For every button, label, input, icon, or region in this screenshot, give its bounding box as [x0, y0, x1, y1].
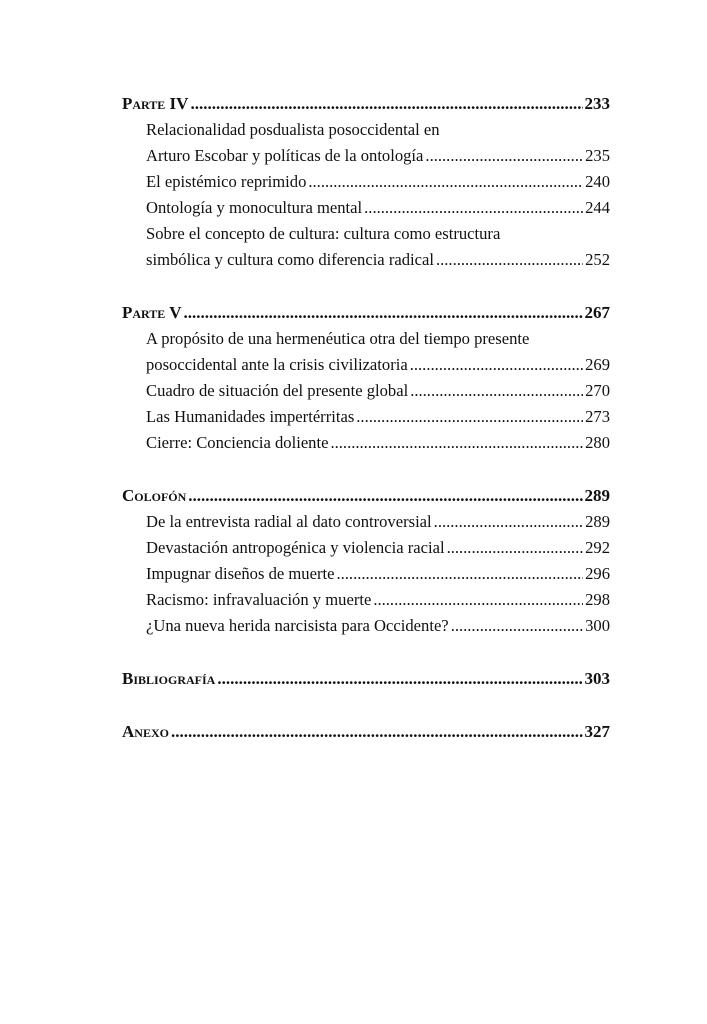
toc-entry[interactable]: [122, 512, 610, 538]
leader-dots: [188, 486, 582, 506]
leader-dots: [356, 407, 583, 427]
page-number: 280: [585, 433, 610, 452]
toc-entry[interactable]: [122, 250, 610, 276]
leader-dots: [336, 564, 583, 584]
part-title: Anexo: [122, 722, 169, 741]
toc-entry[interactable]: [122, 355, 610, 381]
entry-title: Sobre el concepto de cultura: cultura como estructura: [146, 224, 501, 243]
toc-entry[interactable]: [122, 590, 610, 616]
part-title: Parte V: [122, 303, 182, 322]
page-number: 303: [584, 669, 610, 688]
page-number: 292: [585, 538, 610, 557]
entry-title: Arturo Escobar y políticas de la ontología: [146, 146, 424, 165]
page-number: 252: [585, 250, 610, 269]
leader-dots: [410, 355, 583, 375]
part-title: Colofón: [122, 486, 187, 505]
leader-dots: [330, 433, 583, 453]
toc-part-v[interactable]: [122, 303, 610, 329]
page-number: 244: [585, 198, 610, 217]
leader-dots: [190, 94, 582, 114]
entry-title: Cierre: Conciencia doliente: [146, 433, 329, 452]
toc-anexo[interactable]: [122, 722, 610, 748]
page-number: 270: [585, 381, 610, 400]
toc-entry[interactable]: [122, 407, 610, 433]
entry-title: De la entrevista radial al dato controversial: [146, 512, 432, 531]
leader-dots: [308, 172, 583, 192]
toc-entry[interactable]: [122, 433, 610, 459]
toc-entry[interactable]: [122, 198, 610, 224]
toc-colofon[interactable]: [122, 486, 610, 512]
entry-title: simbólica y cultura como diferencia radical: [146, 250, 434, 269]
leader-dots: [373, 590, 583, 610]
page-number: 289: [585, 512, 610, 531]
entry-title: Las Humanidades impertérritas: [146, 407, 355, 426]
leader-dots: [425, 146, 583, 166]
leader-dots: [434, 512, 583, 532]
entry-title: El epistémico reprimido: [146, 172, 307, 191]
entry-title: ¿Una nueva herida narcisista para Occidente?: [146, 616, 449, 635]
entry-title: posoccidental ante la crisis civilizatoria: [146, 355, 408, 374]
page-number: 289: [584, 486, 610, 505]
page-number: 296: [585, 564, 610, 583]
toc-entry[interactable]: [122, 329, 610, 355]
part-title: Bibliografía: [122, 669, 216, 688]
entry-title: Relacionalidad posdualista posoccidental en: [146, 120, 440, 139]
table-of-contents: [122, 94, 610, 748]
toc-entry[interactable]: [122, 146, 610, 172]
toc-part-iv[interactable]: [122, 94, 610, 120]
page-number: 240: [585, 172, 610, 191]
toc-entry[interactable]: [122, 381, 610, 407]
part-title: Parte IV: [122, 94, 189, 113]
entry-title: A propósito de una hermenéutica otra del tiempo presente: [146, 329, 530, 348]
entry-title: Devastación antropogénica y violencia racial: [146, 538, 445, 557]
toc-entry[interactable]: [122, 538, 610, 564]
page-number: 267: [584, 303, 610, 322]
leader-dots: [217, 669, 582, 689]
leader-dots: [364, 198, 583, 218]
leader-dots: [184, 303, 583, 323]
entry-title: Cuadro de situación del presente global: [146, 381, 409, 400]
page-number: 273: [585, 407, 610, 426]
page-number: 298: [585, 590, 610, 609]
toc-entry[interactable]: [122, 224, 610, 250]
leader-dots: [447, 538, 584, 558]
entry-title: Ontología y monocultura mental: [146, 198, 363, 217]
leader-dots: [436, 250, 583, 270]
page-number: 235: [585, 146, 610, 165]
entry-title: Racismo: infravaluación y muerte: [146, 590, 372, 609]
page-number: 233: [584, 94, 610, 113]
toc-entry[interactable]: [122, 120, 610, 146]
page-number: 269: [585, 355, 610, 374]
page-number: 300: [585, 616, 610, 635]
leader-dots: [171, 722, 583, 742]
toc-bibliografia[interactable]: [122, 669, 610, 695]
entry-title: Impugnar diseños de muerte: [146, 564, 335, 583]
toc-entry[interactable]: [122, 564, 610, 590]
page-number: 327: [584, 722, 610, 741]
toc-entry[interactable]: [122, 616, 610, 642]
toc-entry[interactable]: [122, 172, 610, 198]
leader-dots: [410, 381, 583, 401]
leader-dots: [451, 616, 583, 636]
